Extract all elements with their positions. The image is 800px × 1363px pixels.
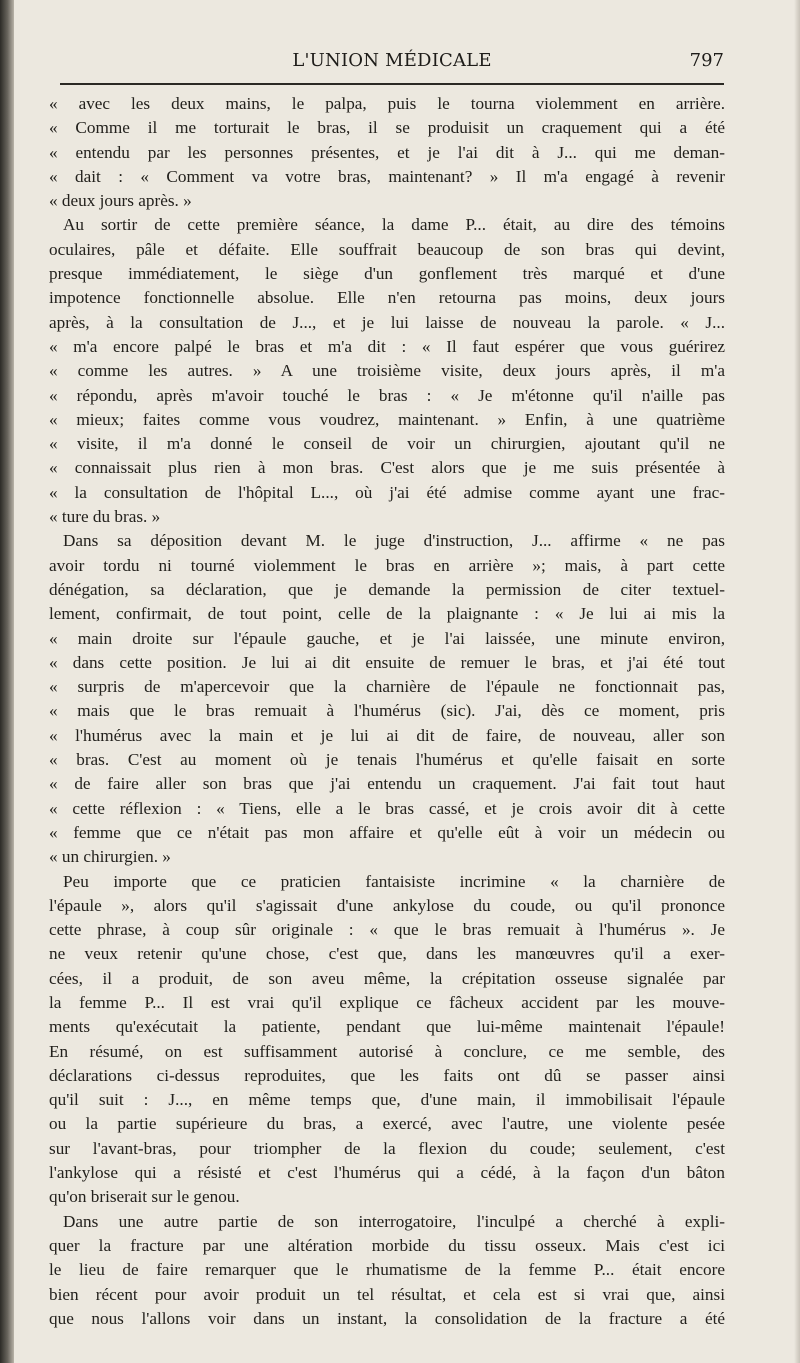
text-line: ments qu'exécutait la patiente, pendant que lui-même maintenait l'épaule! [49,1017,725,1037]
text-line: « surpris de m'apercevoir que la charnière de l'épaule ne fonctionnait pas, [49,677,725,697]
text-line: « bras. C'est au moment où je tenais l'humérus et qu'elle faisait en sorte [49,750,725,770]
text-line: ou la partie supérieure du bras, a exercé, avec l'autre, une violente pesée [49,1114,725,1134]
text-line: cées, il a produit, de son aveu même, la crépitation osseuse signalée par [49,968,725,988]
text-line: Peu importe que ce praticien fantaisiste incrimine « la charnière de [63,871,725,891]
text-line: « connaissait plus rien à mon bras. C'est alors que je me suis présentée à [49,458,725,478]
text-line: « main droite sur l'épaule gauche, et je l'ai laissée, une minute environ, [49,628,725,648]
text-line: après, à la consultation de J..., et je lui laisse de nouveau la parole. « J... [49,312,725,332]
text-line: « l'humérus avec la main et je lui ai dit de faire, de nouveau, aller son [49,725,725,745]
text-line: « entendu par les personnes présentes, et je l'ai dit à J... qui me deman- [49,142,725,162]
text-line: « avec les deux mains, le palpa, puis le tourna violemment en arrière. [49,94,725,113]
text-line: Au sortir de cette première séance, la dame P... était, au dire des témoins [63,215,725,235]
text-line: la femme P... Il est vrai qu'il explique ce fâcheux accident par les mouve- [49,992,725,1012]
text-line: « ture du bras. » [49,507,161,527]
text-line: qu'il suit : J..., en même temps que, d'une main, il immobilisait l'épaule [49,1090,725,1110]
text-line: « dans cette position. Je lui ai dit ensuite de remuer le bras, et j'ai été tout [49,652,725,672]
text-line: sur l'avant-bras, pour triompher de la flexion du coude; seulement, c'est [49,1138,725,1158]
text-line: cette phrase, à coup sûr originale : « que le bras remuait à l'humérus ». Je [49,920,725,940]
text-line: Dans une autre partie de son interrogatoire, l'inculpé a cherché à expli- [63,1211,725,1231]
text-line: « femme que ce n'était pas mon affaire et qu'elle eût à voir un médecin ou [49,822,725,842]
journal-title: L'UNION MÉDICALE [292,50,492,71]
text-line: quer la fracture par une altération morbide du tissu osseux. Mais c'est ici [49,1235,725,1255]
text-line: avoir tordu ni tourné violemment le bras en arrière »; mais, à part cette [49,555,725,575]
text-line: « de faire aller son bras que j'ai entendu un craquement. J'ai fait tout haut [49,774,725,794]
text-line: qu'on briserait sur le genou. [49,1187,240,1207]
page-edge-shadow [794,0,800,1363]
text-line: ne veux retenir qu'une chose, c'est que, dans les manœuvres qu'il a exer- [49,944,725,964]
text-line: « m'a encore palpé le bras et m'a dit : « Il faut espérer que vous guérirez [49,336,725,356]
text-line: « mieux; faites comme vous voudrez, maintenant. » Enfin, à une quatrième [49,409,725,429]
text-line: Dans sa déposition devant M. le juge d'instruction, J... affirme « ne pas [63,531,725,551]
header-rule [60,83,724,85]
text-line: « cette réflexion : « Tiens, elle a le bras cassé, et je crois avoir dit à cette [49,798,725,818]
text-line: oculaires, pâle et défaite. Elle souffrait beaucoup de son bras qui devint, [49,239,725,259]
binding-edge [0,0,14,1363]
text-line: impotence fonctionnelle absolue. Elle n'en retourna pas moins, deux jours [49,288,725,308]
text-line: dénégation, sa déclaration, que je demande la permission de citer textuel- [49,579,725,599]
text-line: l'ankylose qui a résisté et c'est l'humérus qui a cédé, à la façon d'un bâton [49,1163,725,1183]
text-line: lement, confirmait, de tout point, celle de la plaignante : « Je lui ai mis la [49,604,725,624]
text-line: presque immédiatement, le siège d'un gonflement très marqué et d'une [49,264,725,284]
text-line: « Comme il me torturait le bras, il se produisit un craquement qui a été [49,118,725,138]
text-line: bien récent pour avoir produit un tel résultat, et cela est si vrai que, ainsi [49,1284,725,1304]
text-line: « un chirurgien. » [49,847,171,867]
text-line: « comme les autres. » A une troisième visite, deux jours après, il m'a [49,361,725,381]
text-line: « mais que le bras remuait à l'humérus (sic). J'ai, dès ce moment, pris [49,701,725,721]
page-number: 797 [689,50,724,71]
text-line: En résumé, on est suffisamment autorisé à conclure, ce me semble, des [49,1041,725,1061]
text-line: « répondu, après m'avoir touché le bras : « Je m'étonne qu'il n'aille pas [49,385,725,405]
text-line: « dait : « Comment va votre bras, maintenant? » Il m'a engagé à revenir [49,166,725,186]
text-line: « deux jours après. » [49,191,192,211]
text-line: le lieu de faire remarquer que le rhumatisme de la femme P... était encore [49,1260,725,1280]
text-line: l'épaule », alors qu'il s'agissait d'une ankylose du coude, ou qu'il prononce [49,895,725,915]
text-line: que nous l'allons voir dans un instant, la consolidation de la fracture a été [49,1308,725,1328]
text-line: « la consultation de l'hôpital L..., où j'ai été admise comme ayant une frac- [49,482,725,502]
body-text [49,92,725,1331]
running-header [60,46,724,76]
text-line: déclarations ci-dessus reproduites, que les faits ont dû se passer ainsi [49,1065,725,1085]
text-line: « visite, il m'a donné le conseil de voir un chirurgien, ajoutant qu'il ne [49,434,725,454]
